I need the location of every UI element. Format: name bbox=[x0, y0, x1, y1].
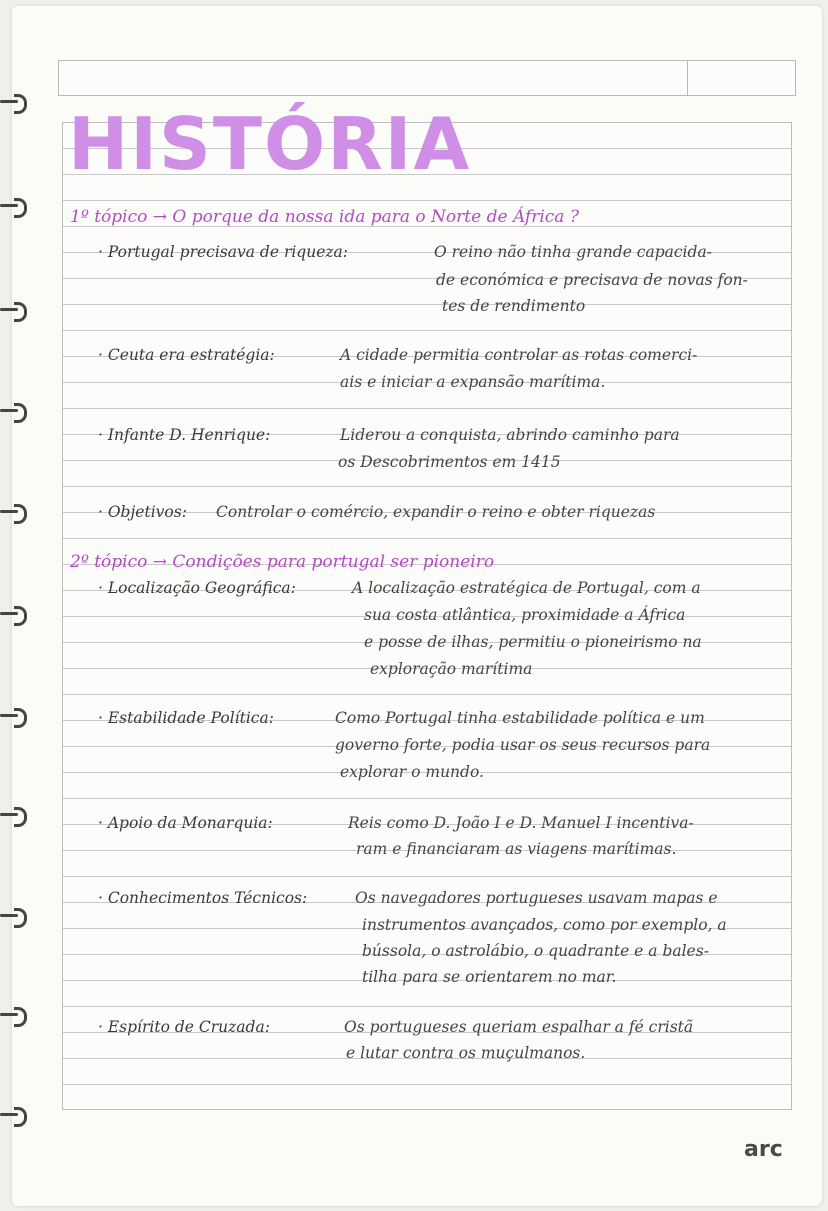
topic2-item-line: instrumentos avançados, como por exemplo, a bbox=[362, 916, 727, 934]
page-title: HISTÓRIA bbox=[68, 102, 472, 186]
topic1-item-label: · Objetivos: bbox=[98, 503, 187, 521]
topic1-item-line: ais e iniciar a expansão marítima. bbox=[340, 373, 606, 391]
binder-ring-icon bbox=[0, 196, 26, 216]
topic2-item-label: · Conhecimentos Técnicos: bbox=[98, 889, 308, 907]
topic2-item-line: explorar o mundo. bbox=[340, 763, 484, 781]
topic2-item-line: A localização estratégica de Portugal, com a bbox=[352, 579, 701, 597]
topic2-item-line: ram e financiaram as viagens marítimas. bbox=[356, 840, 677, 858]
topic2-item-line: exploração marítima bbox=[370, 660, 533, 678]
topic2-item-line: e lutar contra os muçulmanos. bbox=[346, 1044, 586, 1062]
topic1-item-line: de económica e precisava de novas fon- bbox=[436, 271, 748, 289]
topic2-item-line: e posse de ilhas, permitiu o pioneirismo na bbox=[364, 633, 702, 651]
topic1-item-line: A cidade permitia controlar as rotas comerci- bbox=[340, 346, 698, 364]
topic2-item-label: · Apoio da Monarquia: bbox=[98, 814, 273, 832]
topic1-item-label: · Infante D. Henrique: bbox=[98, 426, 271, 444]
binder-ring-icon bbox=[0, 604, 26, 624]
topic2-item-line: governo forte, podia usar os seus recursos para bbox=[335, 736, 711, 754]
topic1-item-line: O reino não tinha grande capacida- bbox=[434, 243, 712, 261]
binder-ring-icon bbox=[0, 92, 26, 112]
binder-ring-icon bbox=[0, 706, 26, 726]
binder-ring-icon bbox=[0, 805, 26, 825]
binder-ring-icon bbox=[0, 401, 26, 421]
topic1-heading: 1º tópico → O porque da nossa ida para o Norte de África ? bbox=[70, 207, 579, 227]
binder-ring-icon bbox=[0, 906, 26, 926]
topic1-item-line: Controlar o comércio, expandir o reino e obter riquezas bbox=[216, 503, 656, 521]
binder-ring-icon bbox=[0, 300, 26, 320]
topic2-item-label: · Localização Geográfica: bbox=[98, 579, 296, 597]
topic2-item-line: sua costa atlântica, proximidade a África bbox=[364, 606, 686, 624]
topic2-item-line: Reis como D. João I e D. Manuel I incentiva- bbox=[348, 814, 694, 832]
topic2-heading: 2º tópico → Condições para portugal ser pioneiro bbox=[70, 552, 495, 572]
topic2-item-label: · Estabilidade Política: bbox=[98, 709, 274, 727]
topic1-item-label: · Ceuta era estratégia: bbox=[98, 346, 275, 364]
binder-ring-icon bbox=[0, 1105, 26, 1125]
binder-ring-icon bbox=[0, 1005, 26, 1025]
topic1-item-line: os Descobrimentos em 1415 bbox=[338, 453, 561, 471]
topic2-item-line: Como Portugal tinha estabilidade política e um bbox=[335, 709, 705, 727]
topic2-item-line: bússola, o astrolábio, o quadrante e a bales- bbox=[362, 942, 709, 960]
topic1-item-line: tes de rendimento bbox=[442, 297, 586, 315]
topic1-item-line: Liderou a conquista, abrindo caminho para bbox=[340, 426, 680, 444]
topic2-item-label: · Espírito de Cruzada: bbox=[98, 1018, 270, 1036]
topic2-item-line: Os navegadores portugueses usavam mapas e bbox=[355, 889, 718, 907]
topic1-item-label: · Portugal precisava de riqueza: bbox=[98, 243, 349, 261]
brand-logo: arc bbox=[744, 1137, 783, 1162]
header-divider bbox=[687, 61, 688, 95]
binder-ring-icon bbox=[0, 502, 26, 522]
topic2-item-line: Os portugueses queriam espalhar a fé cristã bbox=[344, 1018, 694, 1036]
header-box bbox=[58, 60, 796, 96]
topic2-item-line: tilha para se orientarem no mar. bbox=[362, 968, 617, 986]
